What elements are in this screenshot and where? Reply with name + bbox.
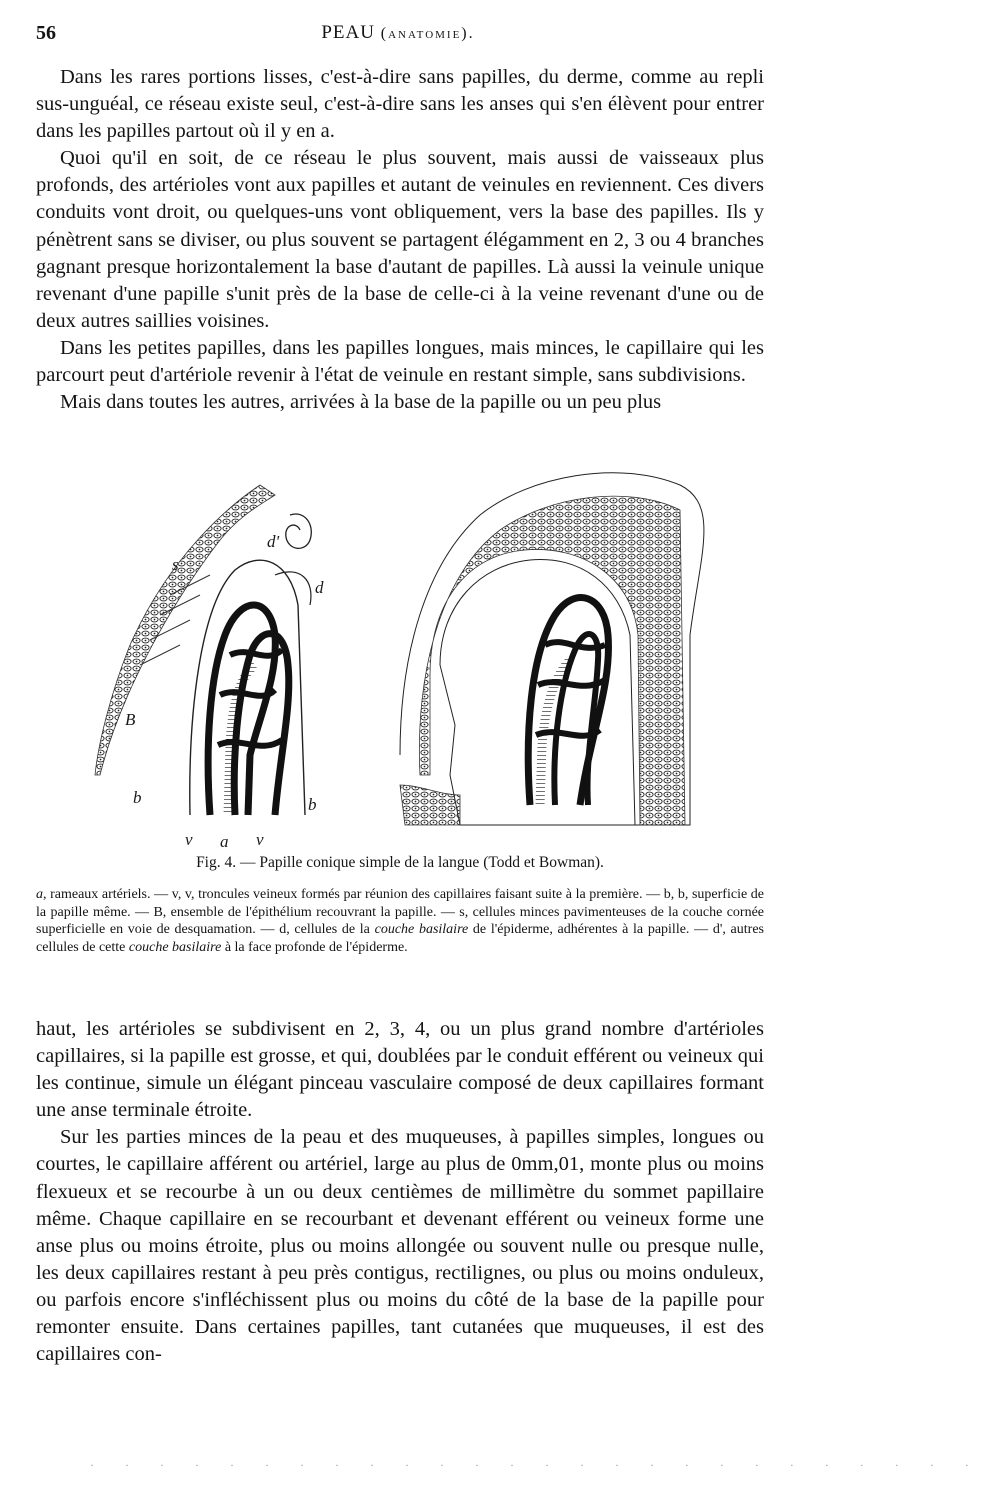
figure-label-d-prime: d' [267, 532, 280, 551]
figure-label-v-right: v [256, 830, 264, 849]
running-head [36, 22, 760, 52]
running-title-main: PEAU [321, 22, 375, 43]
paragraph: Dans les petites papilles, dans les papilles longues, mais minces, le capillaire qui les parcourt peut d'artériole revenir à l'état de veinule en restant simple, sans subdivisions. [36, 336, 764, 387]
legend-text: de l'épiderme, adhérentes à la papille. — d', autres cellules de cette [36, 922, 764, 955]
paragraph: Sur les parties minces de la peau et des muqueuses, à papilles simples, longues ou courtes, le capillaire afférent ou artériel, large au plus de 0mm,01, monte plus ou moins flexueux et se recourbe à un ou deux centièmes de millimètre du sommet papillaire même. Chaque capillaire en se recourbant et devenant efférent ou veineux forme une anse plus ou moins étroite, plus ou moins allongée ou souvent nulle ou presque nulle, les deux capillaires restant à peu près contigus, rectilignes, ou plus ou moins onduleux, ou parfois encore s'infléchissent plus ou moins du côté de la base de la papille pour remonter ensuite. Dans certaines papilles, tant cutanées que muqueuses, il est des capillaires con- [36, 1126, 764, 1366]
figure-label-d: d [315, 578, 324, 597]
legend-text: , rameaux artériels. — v, v, troncules veineux formés par réunion des capillaires faisant suite à la première. — b, b, superficie de la papille même. — B, ensemble de l'épithélium recouvrant la papille. — s, cellules minces pavimenteuses de la couche cornée superficielle en voie de desquamation. — d, cellules de la [36, 887, 764, 937]
figure-label-b-left: b [133, 788, 142, 807]
figure-label-a: a [220, 832, 229, 851]
print-marks-decoration: · · · · · · · · · · · · · · · · · · · · · · · · · · [90, 1458, 983, 1472]
legend-italic: couche basilaire [374, 922, 469, 937]
paragraph: Dans les rares portions lisses, c'est-à-dire sans papilles, du derme, comme au repli sus-unguéal, ce réseau existe seul, c'est-à-dire sans les anses qui s'en élèvent pour entrer dans les papilles partout où il y en a. [36, 66, 764, 143]
figure-label-v-left: v [185, 830, 193, 849]
legend-text: à la face profonde de l'épiderme. [221, 939, 408, 955]
paragraph: haut, les artérioles se subdivisent en 2, 3, 4, ou un plus grand nombre d'artérioles capillaires, si la papille est grosse, et qui, doublées par le conduit efférent ou veineux qui les continue, simule un élégant pinceau vasculaire composé de deux capillaires formant une anse terminale étroite. [36, 1018, 764, 1122]
figure-papilla [60, 455, 760, 855]
page-number: 56 [36, 22, 56, 44]
figure-caption: Fig. 4. — Papille conique simple de la langue (Todd et Bowman). [196, 854, 604, 871]
figure-label-s: s [172, 555, 179, 574]
legend-item-a: a [36, 887, 43, 902]
body-text-top [36, 64, 764, 416]
figure-label-B: B [125, 710, 136, 729]
figure-legend [36, 886, 764, 956]
legend-italic: couche basilaire [128, 939, 222, 955]
right-papilla-drawing [400, 473, 704, 825]
running-title-suffix: (anatomie). [380, 25, 475, 42]
paragraph: Mais dans toutes les autres, arrivées à la base de la papille ou un peu plus [60, 391, 662, 414]
body-text-bottom [36, 1016, 764, 1368]
papilla-illustration [60, 455, 760, 855]
figure-label-b-right: b [308, 795, 317, 814]
paragraph: Quoi qu'il en soit, de ce réseau le plus souvent, mais aussi de vaisseaux plus profonds, des artérioles vont aux papilles et autant de veinules en reviennent. Ces divers conduits vont droit, ou quelques-uns vont obliquement, vers la base des papilles. Ils y pénètrent sans se diviser, ou plus souvent se partagent élégamment en 2, 3 ou 4 branches gagnant presque horizontalement la base d'autant de papilles. Là aussi la veinule unique revenant d'une papille s'unit près de la base de celle-ci à la veine revenant d'une ou de deux autres saillies voisines. [36, 147, 764, 332]
running-title [36, 22, 760, 44]
